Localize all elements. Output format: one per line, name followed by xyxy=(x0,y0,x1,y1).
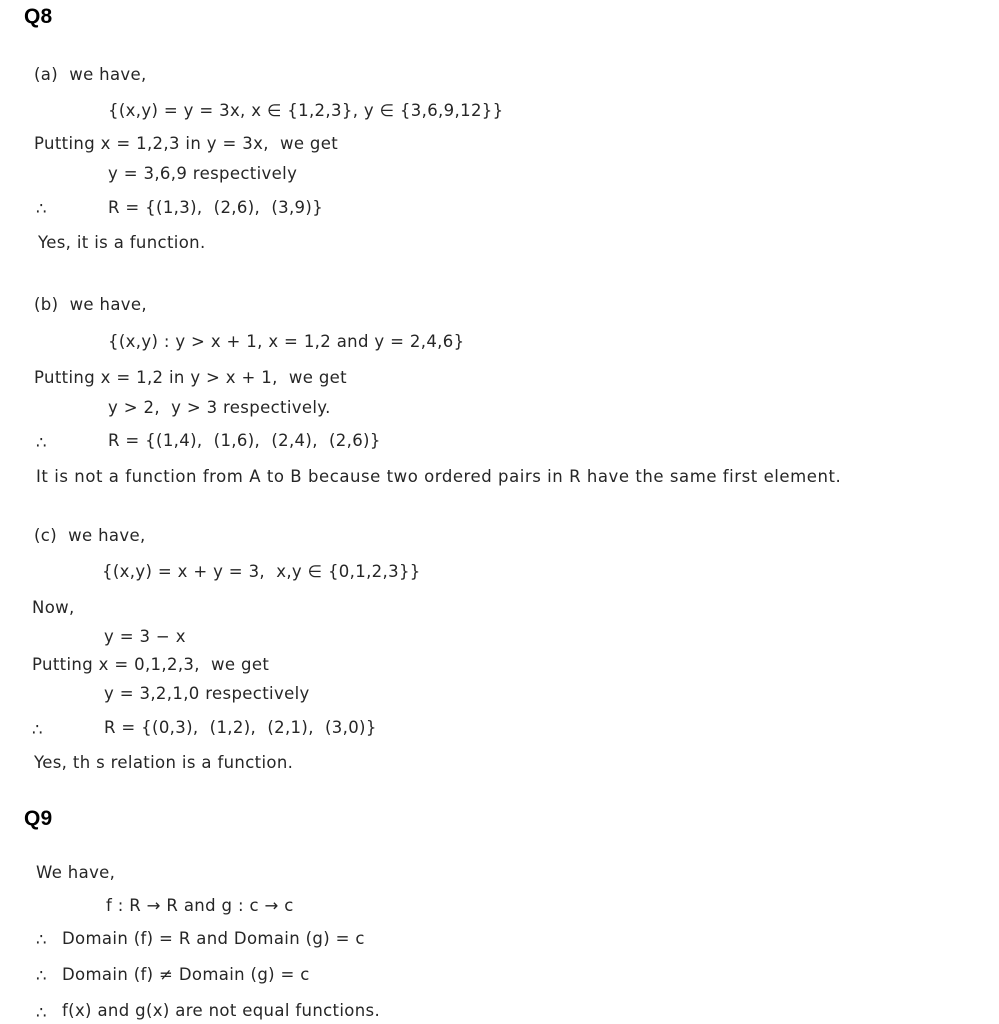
q8c-set-definition: {(x,y) = x + y = 3, x,y ∈ {0,1,2,3}} xyxy=(102,562,421,581)
q8c-values-line: y = 3,2,1,0 respectively xyxy=(104,684,310,703)
q8b-conclusion: It is not a function from A to B because two ordered pairs in R have the same first element. xyxy=(36,467,842,486)
q9-therefore-symbol-2: ∴ xyxy=(36,966,47,985)
q9-therefore-symbol-1: ∴ xyxy=(36,930,47,949)
q8a-values-line: y = 3,6,9 respectively xyxy=(108,164,298,183)
q8b-label: (b) we have, xyxy=(34,295,148,314)
q9-conclusion: f(x) and g(x) are not equal functions. xyxy=(62,1001,381,1020)
q8a-set-definition: {(x,y) = y = 3x, x ∈ {1,2,3}, y ∈ {3,6,9,12}} xyxy=(108,101,504,120)
q8a-label: (a) we have, xyxy=(34,65,147,84)
q8c-relation: R = {(0,3), (1,2), (2,1), (3,0)} xyxy=(104,718,377,737)
q9-we-have: We have, xyxy=(36,863,116,882)
q8a-therefore-symbol: ∴ xyxy=(36,199,47,218)
q8b-putting-line: Putting x = 1,2 in y > x + 1, we get xyxy=(34,368,347,387)
q8c-equation: y = 3 − x xyxy=(104,627,186,646)
q8b-relation: R = {(1,4), (1,6), (2,4), (2,6)} xyxy=(108,431,381,450)
q8c-conclusion: Yes, th s relation is a function. xyxy=(34,753,294,772)
q8a-putting-line: Putting x = 1,2,3 in y = 3x, we get xyxy=(34,134,339,153)
q8c-label: (c) we have, xyxy=(34,526,146,545)
q8a-conclusion: Yes, it is a function. xyxy=(38,233,206,252)
q9-domain-statement: Domain (f) = R and Domain (g) = c xyxy=(62,929,365,948)
question-heading-q8: Q8 xyxy=(24,5,53,28)
q9-domain-not-equal: Domain (f) ≠ Domain (g) = c xyxy=(62,965,310,984)
q8c-therefore-symbol: ∴ xyxy=(32,720,43,739)
q8c-putting-line: Putting x = 0,1,2,3, we get xyxy=(32,655,270,674)
q8b-values-line: y > 2, y > 3 respectively. xyxy=(108,398,331,417)
q9-therefore-symbol-3: ∴ xyxy=(36,1003,47,1022)
q8b-therefore-symbol: ∴ xyxy=(36,433,47,452)
q8a-relation: R = {(1,3), (2,6), (3,9)} xyxy=(108,198,324,217)
q8c-now: Now, xyxy=(32,598,75,617)
question-heading-q9: Q9 xyxy=(24,807,53,830)
q9-function-maps: f : R → R and g : c → c xyxy=(106,896,294,915)
q8b-set-definition: {(x,y) : y > x + 1, x = 1,2 and y = 2,4,6} xyxy=(108,332,465,351)
